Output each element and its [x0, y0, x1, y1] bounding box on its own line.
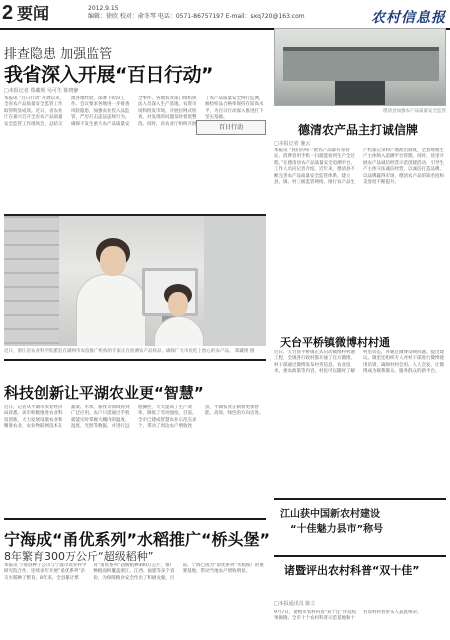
date-line: 2012.9.15	[88, 5, 119, 12]
lead-body: 本报讯 “百日行动”开展以来，全省农产品质量安全监管工作取得明显成效。近日，省农业厅在嘉兴召开全省农产品质量安全监管工作现场会，总结交流各地经验，部署下阶段工作。会议要求各地进一步排查风险隐患，加强农业投入品监管，严厉打击违法违规行为，确保不发生重大农产品质量安全事件。各地农业部门组织执法人员深入生产基地、农资市场和批发市场，开展拉网式检查，对发现的问题及时督促整改。同时，省农业厅组织开展了农产品质量安全例行监测，抽检样品合格率保持在较高水平，为百日行动深入推进打下坚实基础。	[4, 96, 264, 127]
section-rule	[274, 498, 446, 500]
lead-byline: □本报记者 郑藏规 吴可生 陈晓静	[4, 88, 79, 94]
lead-kicker: 排查隐患 加强监管	[4, 47, 113, 62]
photo-person-1-coat	[76, 274, 146, 346]
deqing-headline: 德清农产品主打诚信牌	[298, 123, 419, 137]
ninghai-headline: 宁海成“甬优系列”水稻推广“桥头堡”	[4, 530, 271, 549]
jiangshan-subheadline: “十佳魅力县市”称号	[290, 524, 384, 535]
deqing-photo-sign	[283, 47, 439, 81]
deqing-photo	[274, 28, 446, 106]
lead-photo	[4, 214, 266, 346]
edit-line: 编辑：徐欣 校对：俞冬琴 电话：0571-86757197 E-mail：sxq720@163.com	[88, 13, 305, 20]
photo-person-1-face	[100, 246, 126, 276]
photo-person-2-face	[168, 292, 188, 316]
ninghai-body: 本报讯 宁海县种子公司与宁波市农业科学研究院合作，连续多年开展“甬优系列”杂交水稻种子繁育。8年来，全县累计繁育“甬优系列”超级稻种300万公斤，推广种植面积覆盖浙江、江西、福建等多个省份，为保障粮食安全作出了积极贡献。目前，宁海已成为“甬优系列”水稻推广的重要基地，带动当地农户增收明显。	[4, 563, 264, 581]
section-rule	[4, 518, 266, 520]
lead-headline: 我省深入开展“百日行动”	[4, 64, 213, 86]
deqing-photo-door	[335, 81, 385, 106]
science-headline: 科技创新让平湖农业更“智慧”	[4, 384, 204, 402]
lead-stamp: 百日行动	[196, 120, 266, 135]
zhuji-headline: 诸暨评出农村科普“双十佳”	[284, 564, 420, 577]
section-rule	[4, 359, 266, 361]
zhuji-byline: □本报通讯员 陈立	[274, 601, 316, 607]
deqing-byline: □本报记者 施云	[274, 141, 311, 147]
deqing-body: 本报讯 “我们的每一批农产品都有身份证，消费者用手机一扫就能看到生产全过程。”在德清县农产品质量安全追溯平台，工作人员向记者介绍。近年来，德清县不断完善农产品质量安全监管体系，建立县、镇、村三级监管网络，推行农产品生产档案记录和产地准出制度，全县规模生产主体纳入追溯平台管理。同时，县里开展农产品诚信经营示范创建活动，引导生产主体守法诚信经营，以诚信打造品牌，以品牌赢得市场，德清农产品的知名度和美誉度不断提升。	[274, 148, 444, 186]
jiangshan-headline: 江山获中国新农村建设	[280, 509, 380, 520]
tiantai-body: 近日，天台县平桥镇正式启动微博村村通工程，全镇各行政村都开通了官方微博，村干部通过微博发布村务信息、农业技术、惠农政策等内容，村民可以随时了解村里动态，并通过微博反映问题、提出建议。镇里还组织专人对村干部进行微博使用培训，确保村村会用、人人会发，让微博成为联系群众、服务群众的新平台。	[274, 350, 444, 375]
page-number: 2	[2, 2, 14, 24]
photo-cabinet	[204, 216, 266, 346]
science-body: 近日，记者从平湖市农业经济局获悉，该市积极推进农业科技创新，大力发展设施农业和精准农业，农业物联网技术在蔬菜、水果、畜牧等领域得到广泛应用。农户只需通过手机就能实时掌握大棚内的温度、湿度、光照等数据，并进行远程操控，大大提高了生产效率，降低了劳动强度。目前，全市已建成智慧农业示范点多个，带动了周边农户增收致富，平湖农业正朝着更加智能、高效、绿色的方向迈进。	[4, 405, 264, 430]
section-title: 要闻	[17, 4, 50, 23]
photo-shelf	[4, 216, 59, 346]
newspaper-logo: 农村信息报	[371, 10, 446, 26]
masthead	[0, 0, 450, 30]
deqing-photo-caption: 德清县加强农产品质量安全监管	[383, 109, 446, 114]
section-rule	[274, 555, 446, 557]
ninghai-subheadline: 8年繁育300万公斤“超级稻种”	[4, 550, 154, 563]
zhuji-body: 9月7日，诸暨市农村科普“双十佳”评选结果揭晓，全市十个农村科普示范基地和十名农村科普带头人获此殊荣。	[274, 610, 422, 622]
tiantai-headline: 天台平桥镇微博村村通	[280, 336, 390, 349]
photo-caption: 近日，浙江省农业科学院派驻在湖州市农技推广机构的专家正在检测农产品样品，确保广大市民吃上放心的农产品。 郑藏规 摄	[4, 349, 255, 354]
